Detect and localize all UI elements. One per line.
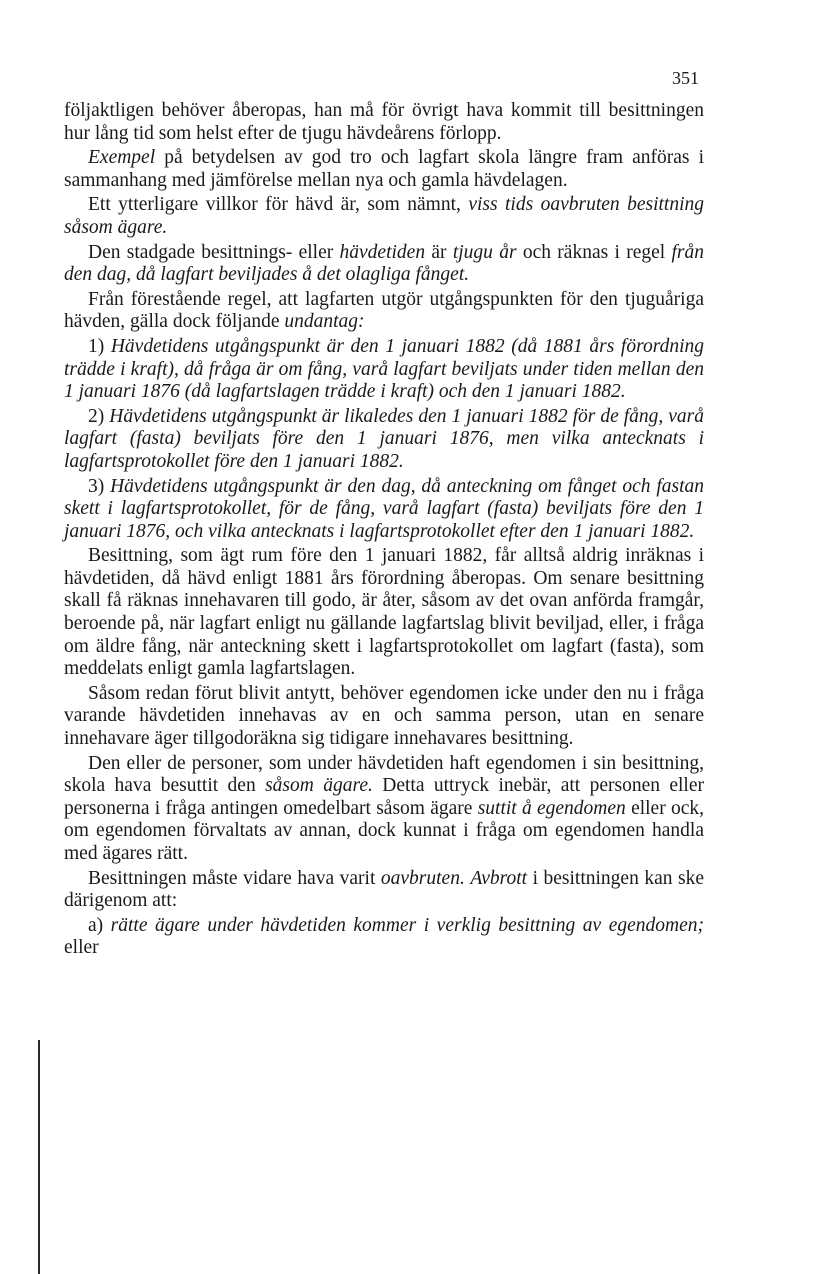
- paragraph: [64, 194, 704, 239]
- italic-run: Hävdetidens utgångspunkt är den dag, då anteckning om fånget och fastan skett i lagfartsprotokollet, för de fång, varå lagfart (fasta) beviljats före den 1 januari 1876, och vilka antecknats i lagfartsprotokollet efter den 1 januari 1882.: [64, 475, 704, 542]
- italic-run: oavbruten.: [380, 867, 465, 889]
- paragraph: [64, 289, 704, 334]
- italic-run: från den dag, då lagfart beviljades å det olagliga fånget.: [64, 241, 704, 286]
- paragraph: [64, 476, 704, 544]
- body-text: [64, 100, 704, 962]
- binding-edge: [38, 1040, 40, 1274]
- text-run: Den eller de personer, som under hävdetiden haft egendomen i sin besittning, skola hava besuttit den: [64, 752, 704, 797]
- italic-run: suttit å egendomen: [477, 797, 626, 819]
- text-run: är: [425, 241, 453, 263]
- italic-run: undantag:: [284, 311, 365, 333]
- text-run: eller ock, om egendomen förvaltats av annan, dock kunnat i fråga om egendomen handla med ägares rätt.: [64, 797, 705, 864]
- italic-run: rätte ägare under hävdetiden kommer i verklig besittning av egendomen;: [110, 914, 704, 936]
- italic-run: Hävdetidens utgångspunkt är den 1 januari 1882 (då 1881 års förordning trädde i kraft), då fråga är om fång, varå lagfart beviljats under tiden mellan den 1 januari 1876 (då lagfartslagen trädde i kraft) och den 1 januari 1882.: [64, 335, 704, 403]
- text-run: Ett ytterligare villkor för hävd är, som nämnt,: [88, 194, 469, 216]
- italic-run: hävdetiden: [339, 241, 426, 263]
- text-run: a): [88, 914, 111, 936]
- text-run: 1): [88, 335, 111, 357]
- italic-run: såsom ägare.: [265, 775, 373, 797]
- text-run: i besittningen kan ske därigenom att:: [64, 867, 704, 912]
- text-run: följaktligen behöver åberopas, han må för övrigt hava kommit till besittningen hur lång tid som helst efter de tjugu hävdeårens förlopp.: [64, 100, 704, 144]
- paragraph: [64, 100, 704, 145]
- text-run: 3): [88, 475, 111, 497]
- text-run: 2): [88, 405, 110, 427]
- page-number: 351: [672, 68, 699, 88]
- paragraph: [64, 683, 704, 751]
- text-run: Från förestående regel, att lagfarten utgör utgångspunkten för den tjuguåriga hävden, gälla dock följande: [64, 288, 704, 333]
- paragraph: [64, 915, 704, 960]
- text-run: och räknas i regel: [516, 241, 672, 263]
- paragraph: [64, 336, 704, 404]
- text-run: Besittningen måste vidare hava varit: [88, 867, 381, 889]
- text-run: Besittning, som ägt rum före den 1 januari 1882, får alltså aldrig inräknas i hävdetiden, då hävd enligt 1881 års förordning åberopas. Om senare besittning skall få räknas innehavaren till godo, är åter, såsom av det ovan anförda framgår, beroende på, när lagfart enligt nu gällande lagfartslag blivit beviljad, eller, i fråga om äldre fång, när anteckning skett i lagfartsprotokollet om lagfart (fasta), som meddelats enligt gamla lagfartslagen.: [64, 545, 704, 680]
- italic-run: Hävdetidens utgångspunkt är likaledes den 1 januari 1882 för de fång, varå lagfart (fasta) beviljats före den 1 januari 1876, men vilka antecknats i lagfartsprotokollet före den 1 januari 1882.: [64, 405, 704, 472]
- text-run: Detta uttryck inebär, att personen eller personerna i fråga antingen omedelbart såsom ägare: [64, 775, 704, 819]
- paragraph: [64, 868, 704, 913]
- paragraph: [64, 753, 704, 866]
- text-run: Såsom redan förut blivit antytt, behöver egendomen icke under den nu i fråga varande hävdetiden innehavas av en och samma person, utan en senare innehavare äger tillgodoräkna sig tidigare innehavares besittning.: [64, 682, 704, 750]
- text-run: på betydelsen av god tro och lagfart skola längre fram anföras i sammanhang med jämförelse mellan nya och gamla hävdelagen.: [64, 147, 704, 191]
- italic-run: Avbrott: [470, 867, 528, 889]
- text-run: eller: [64, 937, 99, 959]
- paragraph: [64, 147, 704, 192]
- paragraph: [64, 406, 704, 474]
- paragraph: [64, 242, 704, 287]
- italic-run: tjugu år: [452, 241, 517, 263]
- italic-run: Exempel: [88, 147, 156, 169]
- paragraph: [64, 545, 704, 681]
- text-run: Den stadgade besittnings- eller: [88, 241, 340, 263]
- italic-run: viss tids oavbruten besittning såsom ägare.: [64, 194, 705, 238]
